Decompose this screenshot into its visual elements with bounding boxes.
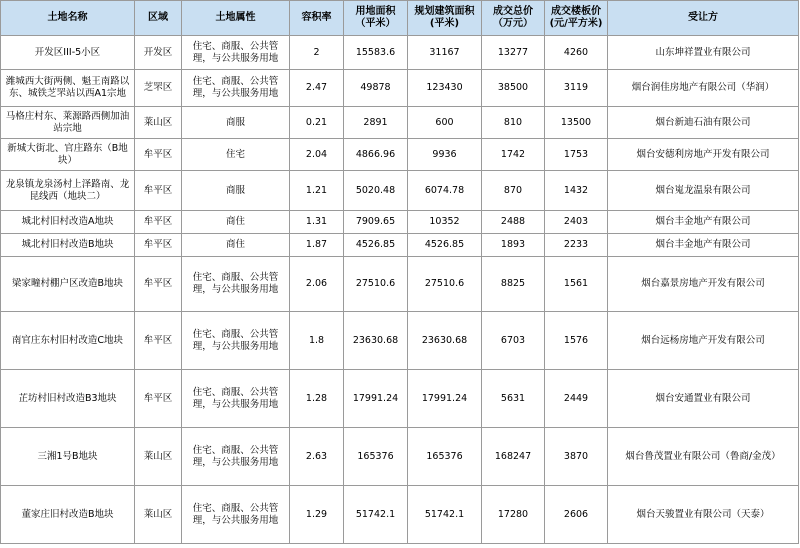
district-cell: 牟平区 — [135, 257, 182, 312]
land-name-cell: 马格庄村东、莱源路西侧加油站宗地 — [1, 107, 135, 139]
table-row — [1, 312, 799, 370]
floor-price-cell: 4260 — [545, 36, 608, 70]
header-floor-price: 成交楼板价(元/平方米) — [545, 1, 608, 36]
buyer-cell: 烟台远杨房地产开发有限公司 — [608, 312, 799, 370]
land-area-cell: 5020.48 — [344, 171, 408, 211]
header-land-use: 土地属性 — [182, 1, 290, 36]
plot-ratio-cell: 0.21 — [290, 107, 344, 139]
table-row — [1, 70, 799, 107]
table-row — [1, 486, 799, 544]
building-area-cell: 23630.68 — [408, 312, 482, 370]
floor-price-cell: 1432 — [545, 171, 608, 211]
plot-ratio-cell: 1.29 — [290, 486, 344, 544]
land-use-cell: 商住 — [182, 211, 290, 234]
plot-ratio-cell: 2.47 — [290, 70, 344, 107]
total-price-cell: 5631 — [482, 370, 545, 428]
land-area-cell: 27510.6 — [344, 257, 408, 312]
plot-ratio-cell: 1.21 — [290, 171, 344, 211]
district-cell: 牟平区 — [135, 370, 182, 428]
building-area-cell: 17991.24 — [408, 370, 482, 428]
district-cell: 开发区 — [135, 36, 182, 70]
total-price-cell: 870 — [482, 171, 545, 211]
floor-price-cell: 2233 — [545, 234, 608, 257]
land-area-cell: 51742.1 — [344, 486, 408, 544]
land-name-cell: 开发区III-5小区 — [1, 36, 135, 70]
land-area-cell: 49878 — [344, 70, 408, 107]
building-area-cell: 6074.78 — [408, 171, 482, 211]
header-buyer: 受让方 — [608, 1, 799, 36]
land-use-cell: 住宅、商服、公共管理，与公共服务用地 — [182, 428, 290, 486]
total-price-cell: 1893 — [482, 234, 545, 257]
land-use-cell: 住宅、商服、公共管理，与公共服务用地 — [182, 370, 290, 428]
total-price-cell: 6703 — [482, 312, 545, 370]
building-area-cell: 123430 — [408, 70, 482, 107]
table-row — [1, 428, 799, 486]
table-row — [1, 257, 799, 312]
table-row — [1, 171, 799, 211]
land-name-cell: 董家庄旧村改造B地块 — [1, 486, 135, 544]
district-cell: 莱山区 — [135, 486, 182, 544]
table-row — [1, 211, 799, 234]
plot-ratio-cell: 2.04 — [290, 139, 344, 171]
land-area-cell: 7909.65 — [344, 211, 408, 234]
header-land-name: 土地名称 — [1, 1, 135, 36]
total-price-cell: 13277 — [482, 36, 545, 70]
plot-ratio-cell: 2.06 — [290, 257, 344, 312]
buyer-cell: 烟台丰金地产有限公司 — [608, 211, 799, 234]
buyer-cell: 烟台鲁茂置业有限公司（鲁商/金茂） — [608, 428, 799, 486]
district-cell: 牟平区 — [135, 139, 182, 171]
land-name-cell: 新城大街北、官庄路东（B地块） — [1, 139, 135, 171]
building-area-cell: 10352 — [408, 211, 482, 234]
building-area-cell: 600 — [408, 107, 482, 139]
land-use-cell: 商住 — [182, 234, 290, 257]
land-area-cell: 23630.68 — [344, 312, 408, 370]
land-use-cell: 住宅 — [182, 139, 290, 171]
land-name-cell: 梁家疃村棚户区改造B地块 — [1, 257, 135, 312]
total-price-cell: 17280 — [482, 486, 545, 544]
total-price-cell: 168247 — [482, 428, 545, 486]
land-use-cell: 住宅、商服、公共管理，与公共服务用地 — [182, 36, 290, 70]
floor-price-cell: 3119 — [545, 70, 608, 107]
header-total-price: 成交总价（万元） — [482, 1, 545, 36]
plot-ratio-cell: 2.63 — [290, 428, 344, 486]
building-area-cell: 4526.85 — [408, 234, 482, 257]
floor-price-cell: 2403 — [545, 211, 608, 234]
table-row — [1, 107, 799, 139]
plot-ratio-cell: 2 — [290, 36, 344, 70]
land-name-cell: 龙泉镇龙泉汤村上泽路南、龙昆线西（地块二） — [1, 171, 135, 211]
land-use-cell: 住宅、商服、公共管理，与公共服务用地 — [182, 257, 290, 312]
building-area-cell: 9936 — [408, 139, 482, 171]
land-name-cell: 三湘1号B地块 — [1, 428, 135, 486]
land-use-cell: 住宅、商服、公共管理，与公共服务用地 — [182, 70, 290, 107]
land-name-cell: 城北村旧村改造A地块 — [1, 211, 135, 234]
land-area-cell: 165376 — [344, 428, 408, 486]
floor-price-cell: 2606 — [545, 486, 608, 544]
land-use-cell: 商服 — [182, 171, 290, 211]
header-land-area: 用地面积（平米） — [344, 1, 408, 36]
total-price-cell: 810 — [482, 107, 545, 139]
district-cell: 莱山区 — [135, 107, 182, 139]
table-row — [1, 36, 799, 70]
land-use-cell: 商服 — [182, 107, 290, 139]
district-cell: 芝罘区 — [135, 70, 182, 107]
table-row — [1, 370, 799, 428]
land-name-cell: 城北村旧村改造B地块 — [1, 234, 135, 257]
land-area-cell: 2891 — [344, 107, 408, 139]
header-building-area: 规划建筑面积(平米) — [408, 1, 482, 36]
total-price-cell: 38500 — [482, 70, 545, 107]
buyer-cell: 烟台安通置业有限公司 — [608, 370, 799, 428]
header-row — [1, 1, 799, 36]
plot-ratio-cell: 1.31 — [290, 211, 344, 234]
header-plot-ratio: 容积率 — [290, 1, 344, 36]
table-row — [1, 139, 799, 171]
total-price-cell: 2488 — [482, 211, 545, 234]
land-area-cell: 17991.24 — [344, 370, 408, 428]
land-area-cell: 4866.96 — [344, 139, 408, 171]
plot-ratio-cell: 1.8 — [290, 312, 344, 370]
building-area-cell: 51742.1 — [408, 486, 482, 544]
buyer-cell: 烟台润佳房地产有限公司（华润） — [608, 70, 799, 107]
district-cell: 莱山区 — [135, 428, 182, 486]
building-area-cell: 27510.6 — [408, 257, 482, 312]
table-row — [1, 234, 799, 257]
floor-price-cell: 2449 — [545, 370, 608, 428]
land-name-cell: 潍城西大街两侧、魁王南路以东、城铁芝罘站以西A1宗地 — [1, 70, 135, 107]
district-cell: 牟平区 — [135, 211, 182, 234]
district-cell: 牟平区 — [135, 234, 182, 257]
land-use-cell: 住宅、商服、公共管理，与公共服务用地 — [182, 312, 290, 370]
buyer-cell: 烟台丰金地产有限公司 — [608, 234, 799, 257]
plot-ratio-cell: 1.87 — [290, 234, 344, 257]
land-area-cell: 15583.6 — [344, 36, 408, 70]
floor-price-cell: 3870 — [545, 428, 608, 486]
district-cell: 牟平区 — [135, 312, 182, 370]
header-district: 区域 — [135, 1, 182, 36]
floor-price-cell: 1576 — [545, 312, 608, 370]
floor-price-cell: 1753 — [545, 139, 608, 171]
plot-ratio-cell: 1.28 — [290, 370, 344, 428]
buyer-cell: 山东坤祥置业有限公司 — [608, 36, 799, 70]
building-area-cell: 31167 — [408, 36, 482, 70]
buyer-cell: 烟台新迪石油有限公司 — [608, 107, 799, 139]
total-price-cell: 1742 — [482, 139, 545, 171]
land-name-cell: 芷坊村旧村改造B3地块 — [1, 370, 135, 428]
building-area-cell: 165376 — [408, 428, 482, 486]
buyer-cell: 烟台安德利房地产开发有限公司 — [608, 139, 799, 171]
floor-price-cell: 1561 — [545, 257, 608, 312]
buyer-cell: 烟台嘉景房地产开发有限公司 — [608, 257, 799, 312]
district-cell: 牟平区 — [135, 171, 182, 211]
land-use-cell: 住宅、商服、公共管理，与公共服务用地 — [182, 486, 290, 544]
buyer-cell: 烟台天骏置业有限公司（天泰） — [608, 486, 799, 544]
land-area-cell: 4526.85 — [344, 234, 408, 257]
floor-price-cell: 13500 — [545, 107, 608, 139]
buyer-cell: 烟台嵬龙温泉有限公司 — [608, 171, 799, 211]
total-price-cell: 8825 — [482, 257, 545, 312]
land-name-cell: 南官庄东村旧村改造C地块 — [1, 312, 135, 370]
